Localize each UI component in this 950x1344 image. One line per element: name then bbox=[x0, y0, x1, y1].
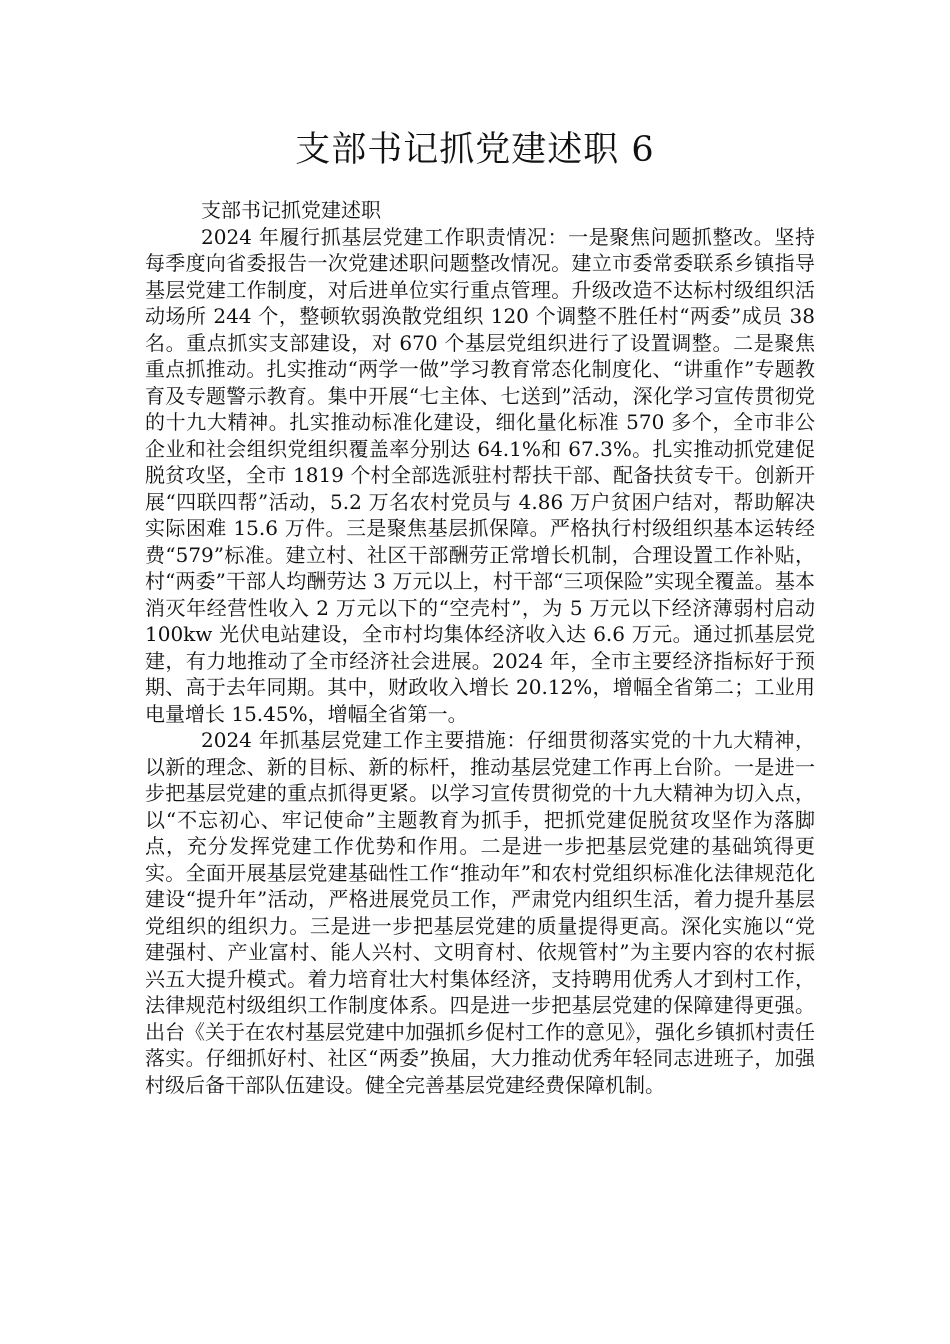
document-title: 支部书记抓党建述职 6 bbox=[295, 130, 655, 170]
paragraph-performance: 2024 年履行抓基层党建工作职责情况：一是聚焦问题抓整改。坚持每季度向省委报告一次党建述职问题整改情况。建立市委常委联系乡镇指导基层党建工作制度，对后进单位实行重点管理。升级改造不达标村级组织活动场所 244 个，整顿软弱涣散党组织 120 个调整不胜任村“两委”成员 38 名。重点抓实支部建设，对 670 个基层党组织进行了设置调整。二是聚焦重点抓推动。扎实推动“两学一做”学习教育常态化制度化、“讲重作”专题教育及专题警示教育。集中开展“七主体、七送到”活动，深化学习宣传贯彻党的十九大精神。扎实推动标准化建设，细化量化标准 570 多个，全市非公企业和社会组织党组织覆盖率分别达 64.1%和 67.3%。扎实推动抓党建促脱贫攻坚，全市 1819 个村全部选派驻村帮扶干部、配备扶贫专干。创新开展“四联四帮”活动，5.2 万名农村党员与 4.86 万户贫困户结对，帮助解决实际困难 15.6 万件。三是聚焦基层抓保障。严格执行村级组织基本运转经费“579”标准。建立村、社区干部酬劳正常增长机制，合理设置工作补贴，村“两委”干部人均酬劳达 3 万元以上，村干部“三项保险”实现全覆盖。基本消灭年经营性收入 2 万元以下的“空壳村”，为 5 万元以下经济薄弱村启动 100kw 光伏电站建设，全市村均集体经济收入达 6.6 万元。通过抓基层党建，有力地推动了全市经济社会进展。2024 年，全市主要经济指标好于预期、高于去年同期。其中，财政收入增长 20.12%，增幅全省第二；工业用电量增长 15.45%，增幅全省第一。 bbox=[145, 224, 815, 726]
document-body bbox=[145, 197, 815, 1098]
document-subtitle: 支部书记抓党建述职 bbox=[201, 198, 381, 222]
paragraph-measures: 2024 年抓基层党建工作主要措施：仔细贯彻落实党的十九大精神，以新的理念、新的目标、新的标杆，推动基层党建工作再上台阶。一是进一步把基层党建的重点抓得更紧。以学习宣传贯彻党的十九大精神为切入点，以“不忘初心、牢记使命”主题教育为抓手，把抓党建促脱贫攻坚作为落脚点，充分发挥党建工作优势和作用。二是进一步把基层党建的基础筑得更实。全面开展基层党建基础性工作“推动年”和农村党组织标准化法律规范化建设“提升年”活动，严格进展党员工作，严肃党内组织生活，着力提升基层党组织的组织力。三是进一步把基层党建的质量提得更高。深化实施以“党建强村、产业富村、能人兴村、文明育村、依规管村”为主要内容的农村振兴五大提升模式。着力培育壮大村集体经济，支持聘用优秀人才到村工作，法律规范村级组织工作制度体系。四是进一步把基层党建的保障建得更强。出台《关于在农村基层党建中加强抓乡促村工作的意见》，强化乡镇抓村责任落实。仔细抓好村、社区“两委”换届，大力推动优秀年轻同志进班子，加强村级后备干部队伍建设。健全完善基层党建经费保障机制。 bbox=[145, 728, 815, 1097]
